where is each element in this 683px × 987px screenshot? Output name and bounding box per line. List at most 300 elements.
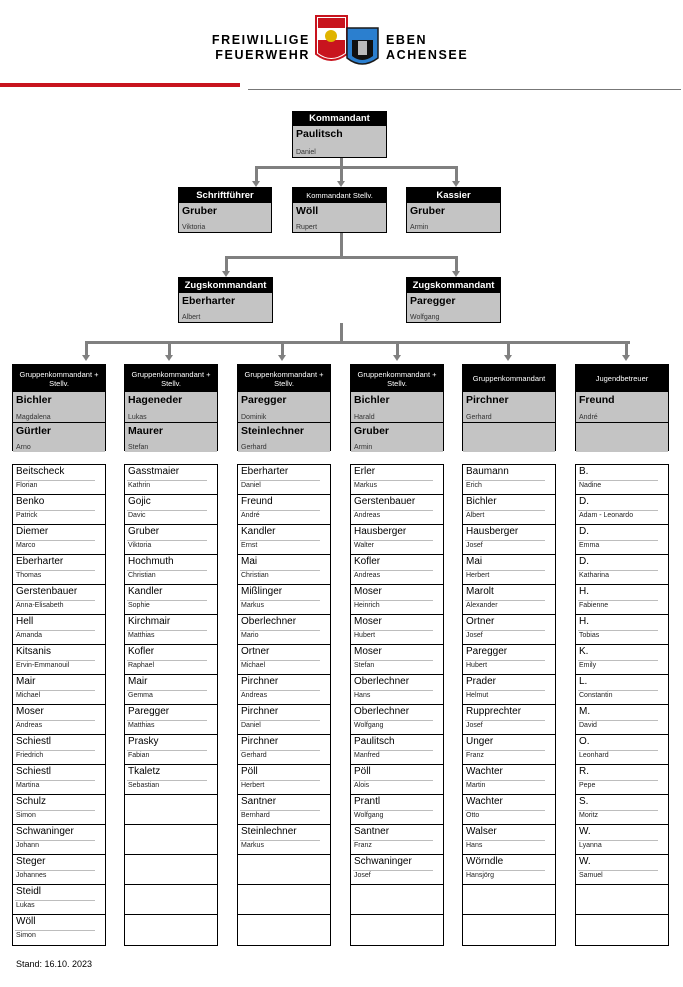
member-separator [127, 540, 207, 541]
member-row [125, 525, 217, 555]
member-first-name: Gemma [128, 692, 153, 699]
member-last-name: Erler [354, 466, 376, 477]
group-title: Gruppenkommandant [463, 365, 555, 392]
member-first-name: David [579, 722, 597, 729]
member-row [576, 495, 668, 525]
member-row [238, 795, 330, 825]
group-deputy-cell [238, 422, 330, 452]
member-last-name: Hell [16, 616, 34, 627]
member-row [351, 855, 443, 885]
member-separator [127, 780, 207, 781]
member-first-name: Marco [16, 542, 36, 549]
member-column [124, 464, 218, 946]
member-first-name: Raphael [128, 662, 155, 669]
member-column [462, 464, 556, 946]
group-lead-first-name: Lukas [128, 414, 147, 421]
member-first-name: Lyanna [579, 842, 602, 849]
kommandant-title: Kommandant [293, 112, 386, 126]
zugskommandant-1-first-name: Albert [182, 314, 201, 321]
member-separator [353, 540, 433, 541]
zugskommandant-2-box [406, 277, 501, 323]
member-last-name: Moser [354, 616, 382, 627]
schriftfuehrer-first-name: Viktoria [182, 224, 206, 231]
member-first-name: Albert [466, 512, 485, 519]
kommandant-stellv-box [292, 187, 387, 233]
group-box [12, 364, 106, 451]
member-separator [578, 720, 658, 721]
member-separator [15, 780, 95, 781]
member-first-name: Mario [241, 632, 259, 639]
group-leader-cell [576, 392, 668, 422]
member-row [238, 705, 330, 735]
member-row [125, 465, 217, 495]
member-first-name: Daniel [241, 482, 261, 489]
member-separator [465, 480, 545, 481]
member-row [351, 585, 443, 615]
group-lead-last-name: Pirchner [466, 394, 509, 406]
group-deputy-cell [125, 422, 217, 452]
group-box [237, 364, 331, 451]
group-lead-first-name: André [579, 414, 598, 421]
member-row [13, 825, 105, 855]
kassier-box [406, 187, 501, 233]
member-first-name: Andreas [241, 692, 268, 699]
member-last-name: Kitsanis [16, 646, 52, 657]
member-first-name: Hansjörg [466, 872, 495, 879]
member-row [576, 765, 668, 795]
member-row [125, 645, 217, 675]
member-row [13, 525, 105, 555]
member-first-name: Franz [354, 842, 372, 849]
footer-date: Stand: 16.10. 2023 [16, 959, 93, 969]
member-separator [240, 510, 320, 511]
member-last-name: Eberharter [241, 466, 289, 477]
member-separator [127, 600, 207, 601]
member-first-name: Stefan [354, 662, 375, 669]
schriftfuehrer-last-name: Gruber [182, 205, 218, 217]
member-row [351, 885, 443, 915]
member-row [13, 615, 105, 645]
member-row [351, 645, 443, 675]
member-first-name: Herbert [241, 782, 265, 789]
member-first-name: Bernhard [241, 812, 270, 819]
header-line-2: FEUERWEHR [215, 48, 310, 62]
group-deputy-last-name: Gürtler [16, 425, 52, 437]
member-separator [15, 660, 95, 661]
header-red-line [0, 83, 240, 87]
member-separator [15, 900, 95, 901]
member-row [238, 465, 330, 495]
member-separator [578, 780, 658, 781]
member-row [576, 885, 668, 915]
member-last-name: Tkaletz [128, 766, 161, 777]
member-separator [578, 690, 658, 691]
member-row [463, 465, 555, 495]
member-row [576, 795, 668, 825]
member-row [125, 675, 217, 705]
member-last-name: W. [579, 826, 591, 837]
member-separator [127, 630, 207, 631]
member-separator [240, 780, 320, 781]
member-last-name: B. [579, 466, 589, 477]
member-first-name: Markus [354, 482, 377, 489]
member-first-name: Wolfgang [354, 812, 384, 819]
member-first-name: Tobias [579, 632, 600, 639]
member-first-name: Alexander [466, 602, 498, 609]
member-row [576, 615, 668, 645]
member-row [238, 915, 330, 945]
member-separator [127, 690, 207, 691]
member-last-name: Pöll [241, 766, 258, 777]
member-row [13, 555, 105, 585]
member-separator [353, 690, 433, 691]
kommandant-last-name: Paulitsch [296, 128, 343, 140]
member-row [125, 765, 217, 795]
group-lead-last-name: Bichler [16, 394, 52, 406]
group-deputy-last-name: Steinlechner [241, 425, 305, 437]
member-last-name: Schulz [16, 796, 47, 807]
member-separator [465, 720, 545, 721]
header-line-4: ACHENSEE [386, 48, 469, 62]
member-first-name: Leonhard [579, 752, 609, 759]
member-last-name: O. [579, 736, 590, 747]
member-row [463, 645, 555, 675]
member-row [238, 555, 330, 585]
member-row [238, 825, 330, 855]
header-grey-line [248, 89, 681, 90]
kommandant-stellv-title: Kommandant Stellv. [293, 188, 386, 203]
member-separator [465, 510, 545, 511]
member-row [125, 735, 217, 765]
member-first-name: Michael [16, 692, 41, 699]
member-separator [353, 630, 433, 631]
member-last-name: Steinlechner [241, 826, 297, 837]
member-separator [15, 930, 95, 931]
member-last-name: Schwaninger [16, 826, 74, 837]
member-first-name: Viktoria [128, 542, 152, 549]
member-first-name: Andreas [16, 722, 43, 729]
member-first-name: Josef [466, 722, 483, 729]
member-row [351, 765, 443, 795]
member-separator [578, 630, 658, 631]
member-separator [353, 750, 433, 751]
member-first-name: Christian [241, 572, 269, 579]
member-last-name: Hausberger [354, 526, 407, 537]
member-separator [353, 840, 433, 841]
member-separator [240, 810, 320, 811]
member-separator [127, 570, 207, 571]
member-last-name: Santner [241, 796, 277, 807]
member-separator [127, 720, 207, 721]
member-first-name: Andreas [354, 512, 381, 519]
member-row [351, 795, 443, 825]
member-first-name: Josef [466, 542, 483, 549]
member-last-name: Paregger [128, 706, 170, 717]
member-last-name: Marolt [466, 586, 494, 597]
member-separator [15, 810, 95, 811]
member-row [463, 615, 555, 645]
member-separator [578, 480, 658, 481]
member-last-name: R. [579, 766, 589, 777]
member-last-name: Gojic [128, 496, 151, 507]
member-separator [578, 600, 658, 601]
member-row [13, 465, 105, 495]
member-last-name: Kofler [128, 646, 155, 657]
member-row [125, 795, 217, 825]
member-last-name: Schiestl [16, 736, 52, 747]
group-deputy-last-name: Maurer [128, 425, 164, 437]
member-first-name: Daniel [241, 722, 261, 729]
member-row [125, 495, 217, 525]
member-first-name: Johann [16, 842, 39, 849]
member-last-name: M. [579, 706, 591, 717]
member-last-name: Santner [354, 826, 390, 837]
group-lead-first-name: Magdalena [16, 414, 51, 421]
member-separator [15, 750, 95, 751]
member-separator [578, 570, 658, 571]
member-row [576, 825, 668, 855]
member-row [238, 675, 330, 705]
member-first-name: Friedrich [16, 752, 44, 759]
member-first-name: Josef [466, 632, 483, 639]
member-last-name: Pirchner [241, 706, 279, 717]
group-lead-first-name: Gerhard [466, 414, 492, 421]
member-last-name: Paregger [466, 646, 508, 657]
member-last-name: Schiestl [16, 766, 52, 777]
member-row [238, 585, 330, 615]
member-row [576, 915, 668, 945]
member-first-name: Hubert [354, 632, 376, 639]
member-separator [15, 690, 95, 691]
member-separator [578, 750, 658, 751]
member-row [238, 615, 330, 645]
member-first-name: Lukas [16, 902, 35, 909]
member-first-name: Johannes [16, 872, 47, 879]
member-last-name: Wachter [466, 796, 503, 807]
member-separator [353, 720, 433, 721]
member-row [351, 465, 443, 495]
kassier-first-name: Armin [410, 224, 429, 231]
member-last-name: Mai [466, 556, 483, 567]
member-separator [465, 540, 545, 541]
group-deputy-cell [576, 422, 668, 452]
member-last-name: Baumann [466, 466, 509, 477]
member-separator [465, 810, 545, 811]
member-first-name: Ervin-Emmanouil [16, 662, 70, 669]
member-last-name: Ortner [241, 646, 270, 657]
group-deputy-first-name: Armin [354, 444, 373, 451]
member-separator [353, 600, 433, 601]
member-last-name: Unger [466, 736, 494, 747]
member-first-name: Martina [16, 782, 40, 789]
member-row [125, 705, 217, 735]
member-last-name: Gerstenbauer [16, 586, 78, 597]
member-last-name: Freund [241, 496, 273, 507]
member-first-name: Davic [128, 512, 146, 519]
member-row [351, 555, 443, 585]
member-first-name: Simon [16, 812, 36, 819]
member-row [238, 525, 330, 555]
zugskommandant-1-last-name: Eberharter [182, 295, 236, 307]
member-first-name: Adam - Leonardo [579, 512, 634, 519]
header-line-1: FREIWILLIGE [211, 33, 310, 47]
member-row [576, 465, 668, 495]
group-deputy-first-name: Gerhard [241, 444, 267, 451]
member-first-name: Anna-Elisabeth [16, 602, 64, 609]
member-last-name: Oberlechner [354, 706, 410, 717]
member-separator [465, 570, 545, 571]
member-row [351, 915, 443, 945]
member-first-name: Martin [466, 782, 486, 789]
member-separator [353, 810, 433, 811]
member-last-name: Steger [16, 856, 46, 867]
member-separator [240, 600, 320, 601]
member-row [13, 675, 105, 705]
member-last-name: Mißlinger [241, 586, 283, 597]
member-separator [353, 480, 433, 481]
member-first-name: Patrick [16, 512, 38, 519]
member-row [576, 735, 668, 765]
member-separator [578, 810, 658, 811]
member-last-name: Bichler [466, 496, 497, 507]
member-last-name: W. [579, 856, 591, 867]
member-separator [353, 510, 433, 511]
member-first-name: Sebastian [128, 782, 160, 789]
member-separator [353, 570, 433, 571]
member-row [351, 735, 443, 765]
group-leader-cell [463, 392, 555, 422]
member-separator [240, 750, 320, 751]
member-last-name: Wachter [466, 766, 503, 777]
member-row [463, 675, 555, 705]
member-separator [465, 630, 545, 631]
member-last-name: Kandler [241, 526, 276, 537]
member-first-name: Manfred [354, 752, 380, 759]
member-row [351, 675, 443, 705]
member-row [576, 585, 668, 615]
member-row [463, 855, 555, 885]
member-last-name: Eberharter [16, 556, 64, 567]
member-row [13, 795, 105, 825]
member-last-name: Pirchner [241, 676, 279, 687]
member-first-name: Constantin [579, 692, 613, 699]
member-row [576, 645, 668, 675]
schriftfuehrer-title: Schriftführer [179, 188, 271, 203]
member-separator [578, 840, 658, 841]
header-right-text [386, 33, 468, 63]
group-deputy-cell [13, 422, 105, 452]
member-row [576, 555, 668, 585]
member-separator [240, 720, 320, 721]
member-row [576, 705, 668, 735]
member-row [238, 765, 330, 795]
member-last-name: K. [579, 646, 589, 657]
member-last-name: Kofler [354, 556, 381, 567]
member-separator [15, 570, 95, 571]
member-last-name: Pirchner [241, 736, 279, 747]
member-column [12, 464, 106, 946]
member-last-name: Paulitsch [354, 736, 395, 747]
member-separator [240, 630, 320, 631]
member-row [13, 915, 105, 945]
member-separator [353, 870, 433, 871]
member-row [13, 735, 105, 765]
member-row [125, 555, 217, 585]
member-first-name: Hubert [466, 662, 488, 669]
member-row [351, 825, 443, 855]
member-separator [240, 570, 320, 571]
member-separator [465, 660, 545, 661]
member-last-name: D. [579, 526, 589, 537]
zugskommandant-1-title: Zugskommandant [179, 278, 272, 293]
member-last-name: Wöll [16, 916, 36, 927]
group-lead-first-name: Harald [354, 414, 375, 421]
member-last-name: Rupprechter [466, 706, 522, 717]
member-row [125, 615, 217, 645]
kommandant-stellv-first-name: Rupert [296, 224, 318, 231]
member-row [238, 885, 330, 915]
member-row [238, 735, 330, 765]
member-separator [15, 600, 95, 601]
member-row [13, 765, 105, 795]
member-last-name: Mair [128, 676, 148, 687]
member-row [125, 585, 217, 615]
member-first-name: Emma [579, 542, 600, 549]
member-first-name: Pepe [579, 782, 596, 789]
group-lead-last-name: Freund [579, 394, 615, 406]
member-first-name: Matthias [128, 722, 155, 729]
member-column [237, 464, 331, 946]
group-deputy-first-name: Stefan [128, 444, 149, 451]
member-row [463, 495, 555, 525]
member-row [13, 645, 105, 675]
member-first-name: Amanda [16, 632, 43, 639]
member-first-name: Michael [241, 662, 266, 669]
member-row [125, 885, 217, 915]
member-separator [127, 660, 207, 661]
member-separator [15, 510, 95, 511]
member-first-name: Gerhard [241, 752, 267, 759]
member-separator [127, 480, 207, 481]
member-last-name: Kandler [128, 586, 163, 597]
member-last-name: Diemer [16, 526, 49, 537]
group-deputy-last-name: Gruber [354, 425, 390, 437]
member-last-name: Benko [16, 496, 45, 507]
member-separator [240, 840, 320, 841]
member-last-name: H. [579, 616, 589, 627]
member-first-name: Christian [128, 572, 156, 579]
member-first-name: Moritz [579, 812, 599, 819]
member-last-name: Moser [16, 706, 44, 717]
member-row [351, 495, 443, 525]
group-title: Gruppenkommandant + Stellv. [13, 365, 105, 392]
member-row [13, 495, 105, 525]
zugskommandant-2-last-name: Paregger [410, 295, 456, 307]
member-last-name: Prantl [354, 796, 381, 807]
member-row [463, 885, 555, 915]
member-separator [578, 540, 658, 541]
member-separator [465, 690, 545, 691]
member-first-name: Sophie [128, 602, 150, 609]
member-first-name: Fabienne [579, 602, 609, 609]
group-title: Gruppenkommandant + Stellv. [238, 365, 330, 392]
member-separator [465, 840, 545, 841]
member-first-name: Simon [16, 932, 36, 939]
member-column [575, 464, 669, 946]
member-first-name: Wolfgang [354, 722, 384, 729]
member-separator [15, 870, 95, 871]
member-row [463, 525, 555, 555]
